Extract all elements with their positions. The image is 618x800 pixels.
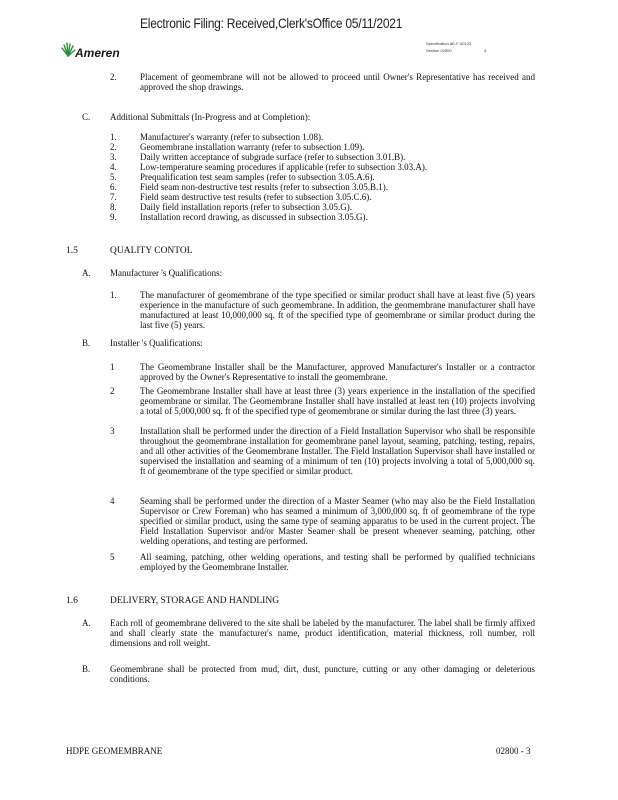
list-item: [0, 152, 618, 162]
item-letter: B.: [82, 664, 91, 674]
item-number: 5.: [110, 172, 117, 182]
item-letter: A.: [82, 618, 91, 628]
section-heading: [0, 112, 618, 132]
item-text: Each roll of geomembrane delivered to the site shall be labeled by the manufacturer. The label shall be firmly affixed and shall clearly state the manufacturer's name, product identification, material thickness, roll number, roll dimensions and roll weight.: [110, 618, 535, 648]
item-text: The Geomembrane Installer shall be the Manufacturer, approved Manufacturer's Installer or a contractor approved by the Owner's Representative to install the geomembrane.: [140, 362, 535, 382]
logo-text: Ameren: [75, 46, 120, 60]
item-number: 9.: [110, 212, 117, 222]
list-item: [0, 496, 618, 552]
spec-label: Specification AE-F-00123: [426, 41, 472, 46]
list-item: [0, 162, 618, 172]
item-number: 1.: [110, 290, 117, 300]
section-number: 1.6: [66, 596, 78, 606]
list-item: [0, 552, 618, 576]
list-item: [0, 618, 618, 662]
item-text: Daily written acceptance of subgrade surface (refer to subsection 3.01.B).: [140, 152, 406, 162]
section-title: Additional Submittals (In-Progress and at Completion):: [110, 112, 311, 122]
item-text: Prequalification test seam samples (refer to subsection 3.05.A.6).: [140, 172, 375, 182]
section-letter: C.: [82, 112, 91, 122]
list-item: [0, 212, 618, 222]
list-item: [0, 290, 618, 336]
item-number: 4.: [110, 162, 117, 172]
list-item: [0, 72, 618, 98]
list-item: [0, 132, 618, 142]
subsection-heading: [0, 268, 618, 290]
subsection-title: Installer 's Qualifications:: [110, 338, 203, 348]
list-item: [0, 172, 618, 182]
list-item: [0, 202, 618, 212]
item-text: Seaming shall be performed under the direction of a Master Seamer (who may also be the Field Installation Supervisor or Crew Foreman) who has seamed a minimum of 3,000,000 sq. ft of geomembrane of the type specified or similar product, using the same type of seaming apparatus to be used in the current project. The Field Installation Supervisor and/or Master Seamer shall be present whenever seaming, patching, other welding operations, and testing are performed.: [140, 496, 535, 546]
item-text: All seaming, patching, other welding operations, and testing shall be performed by qualified technicians employed by the Geomembrane Installer.: [140, 552, 535, 572]
item-text: Geomembrane shall be protected from mud, dirt, dust, puncture, cutting or any other damaging or deleterious conditions.: [110, 664, 535, 684]
item-text: Low-temperature seaming procedures if applicable (refer to subsection 3.03.A).: [140, 162, 428, 172]
filing-stamp: Electronic Filing: Received,Clerk'sOffice 05/11/2021: [140, 15, 403, 31]
item-text: The Geomembrane Installer shall have at least three (3) years experience in the installation of the specified geomembrane or similar. The Geomembrane Installer shall have installed at least ten (10) projects involving a total of 5,000,000 sq. ft of the specified type of geomembrane or similar during the last three (3) years.: [140, 386, 535, 416]
submittals-list: [0, 132, 618, 222]
item-text: Installation record drawing, as discussed in subsection 3.05.G).: [140, 212, 368, 222]
footer-page-number: 02800 - 3: [496, 746, 531, 756]
list-item: [0, 142, 618, 152]
item-number: 8.: [110, 202, 117, 212]
list-item: [0, 386, 618, 426]
footer-title: HDPE GEOMEMBRANE: [66, 746, 163, 756]
subsection-letter: A.: [82, 268, 91, 278]
section-label: Section 02800: [426, 48, 452, 53]
item-number: 2.: [110, 72, 117, 82]
item-number: 6.: [110, 182, 117, 192]
subsection-title: Manufacturer 's Qualifications:: [110, 268, 223, 278]
section-heading: [0, 596, 618, 616]
item-number: 2.: [110, 142, 117, 152]
item-number: 1.: [110, 132, 117, 142]
list-item: [0, 182, 618, 192]
spec-meta: [426, 40, 487, 54]
list-item: [0, 362, 618, 386]
list-item: [0, 426, 618, 496]
item-number: 4: [110, 496, 115, 506]
list-item: [0, 664, 618, 688]
item-text: Geomembrane installation warranty (refer to subsection 1.09).: [140, 142, 365, 152]
list-item: [0, 192, 618, 202]
item-text: Field seam destructive test results (refer to subsection 3.05.C.6).: [140, 192, 372, 202]
subsection-heading: [0, 338, 618, 360]
document-body: [0, 72, 618, 688]
section-heading: [0, 246, 618, 266]
item-text: Daily field installation reports (refer to subsection 3.05.G).: [140, 202, 352, 212]
section-title: DELIVERY, STORAGE AND HANDLING: [110, 596, 280, 606]
item-text: The manufacturer of geomembrane of the type specified or similar product shall have at least five (5) years experience in the manufacture of such geomembrane. In addition, the geomembrane manufacturer shall have manufactured at least 10,000,000 sq. ft of the specified type of geomembrane or similar product during the last five (5) years.: [140, 290, 535, 330]
item-text: Installation shall be performed under the direction of a Field Installation Supervisor who shall be responsible throughout the geomembrane installation for geomembrane panel layout, seaming, patching, testing, repairs, and all other activities of the Geomembrane Installer. The Field Installation Supervisor shall have installed or supervised the installation and seaming of a minimum of ten (10) projects involving a total of 5,000,000 sq. ft of geomembrane of the type specified or similar product.: [140, 426, 535, 476]
item-number: 3: [110, 426, 115, 436]
item-text: Placement of geomembrane will not be allowed to proceed until Owner's Representative has received and approved the shop drawings.: [140, 72, 535, 92]
sunburst-icon: [60, 42, 76, 58]
item-number: 1: [110, 362, 115, 372]
item-number: 7.: [110, 192, 117, 202]
item-text: Field seam non-destructive test results (refer to subsection 3.05.B.1).: [140, 182, 388, 192]
company-logo: [60, 42, 140, 62]
section-number: 1.5: [66, 246, 78, 256]
item-text: Manufacturer's warranty (refer to subsection 1.08).: [140, 132, 324, 142]
item-number: 5: [110, 552, 115, 562]
item-number: 2: [110, 386, 115, 396]
page-indicator: 3: [484, 48, 487, 53]
item-number: 3.: [110, 152, 117, 162]
section-title: QUALITY CONTOL: [110, 246, 193, 256]
subsection-letter: B.: [82, 338, 91, 348]
